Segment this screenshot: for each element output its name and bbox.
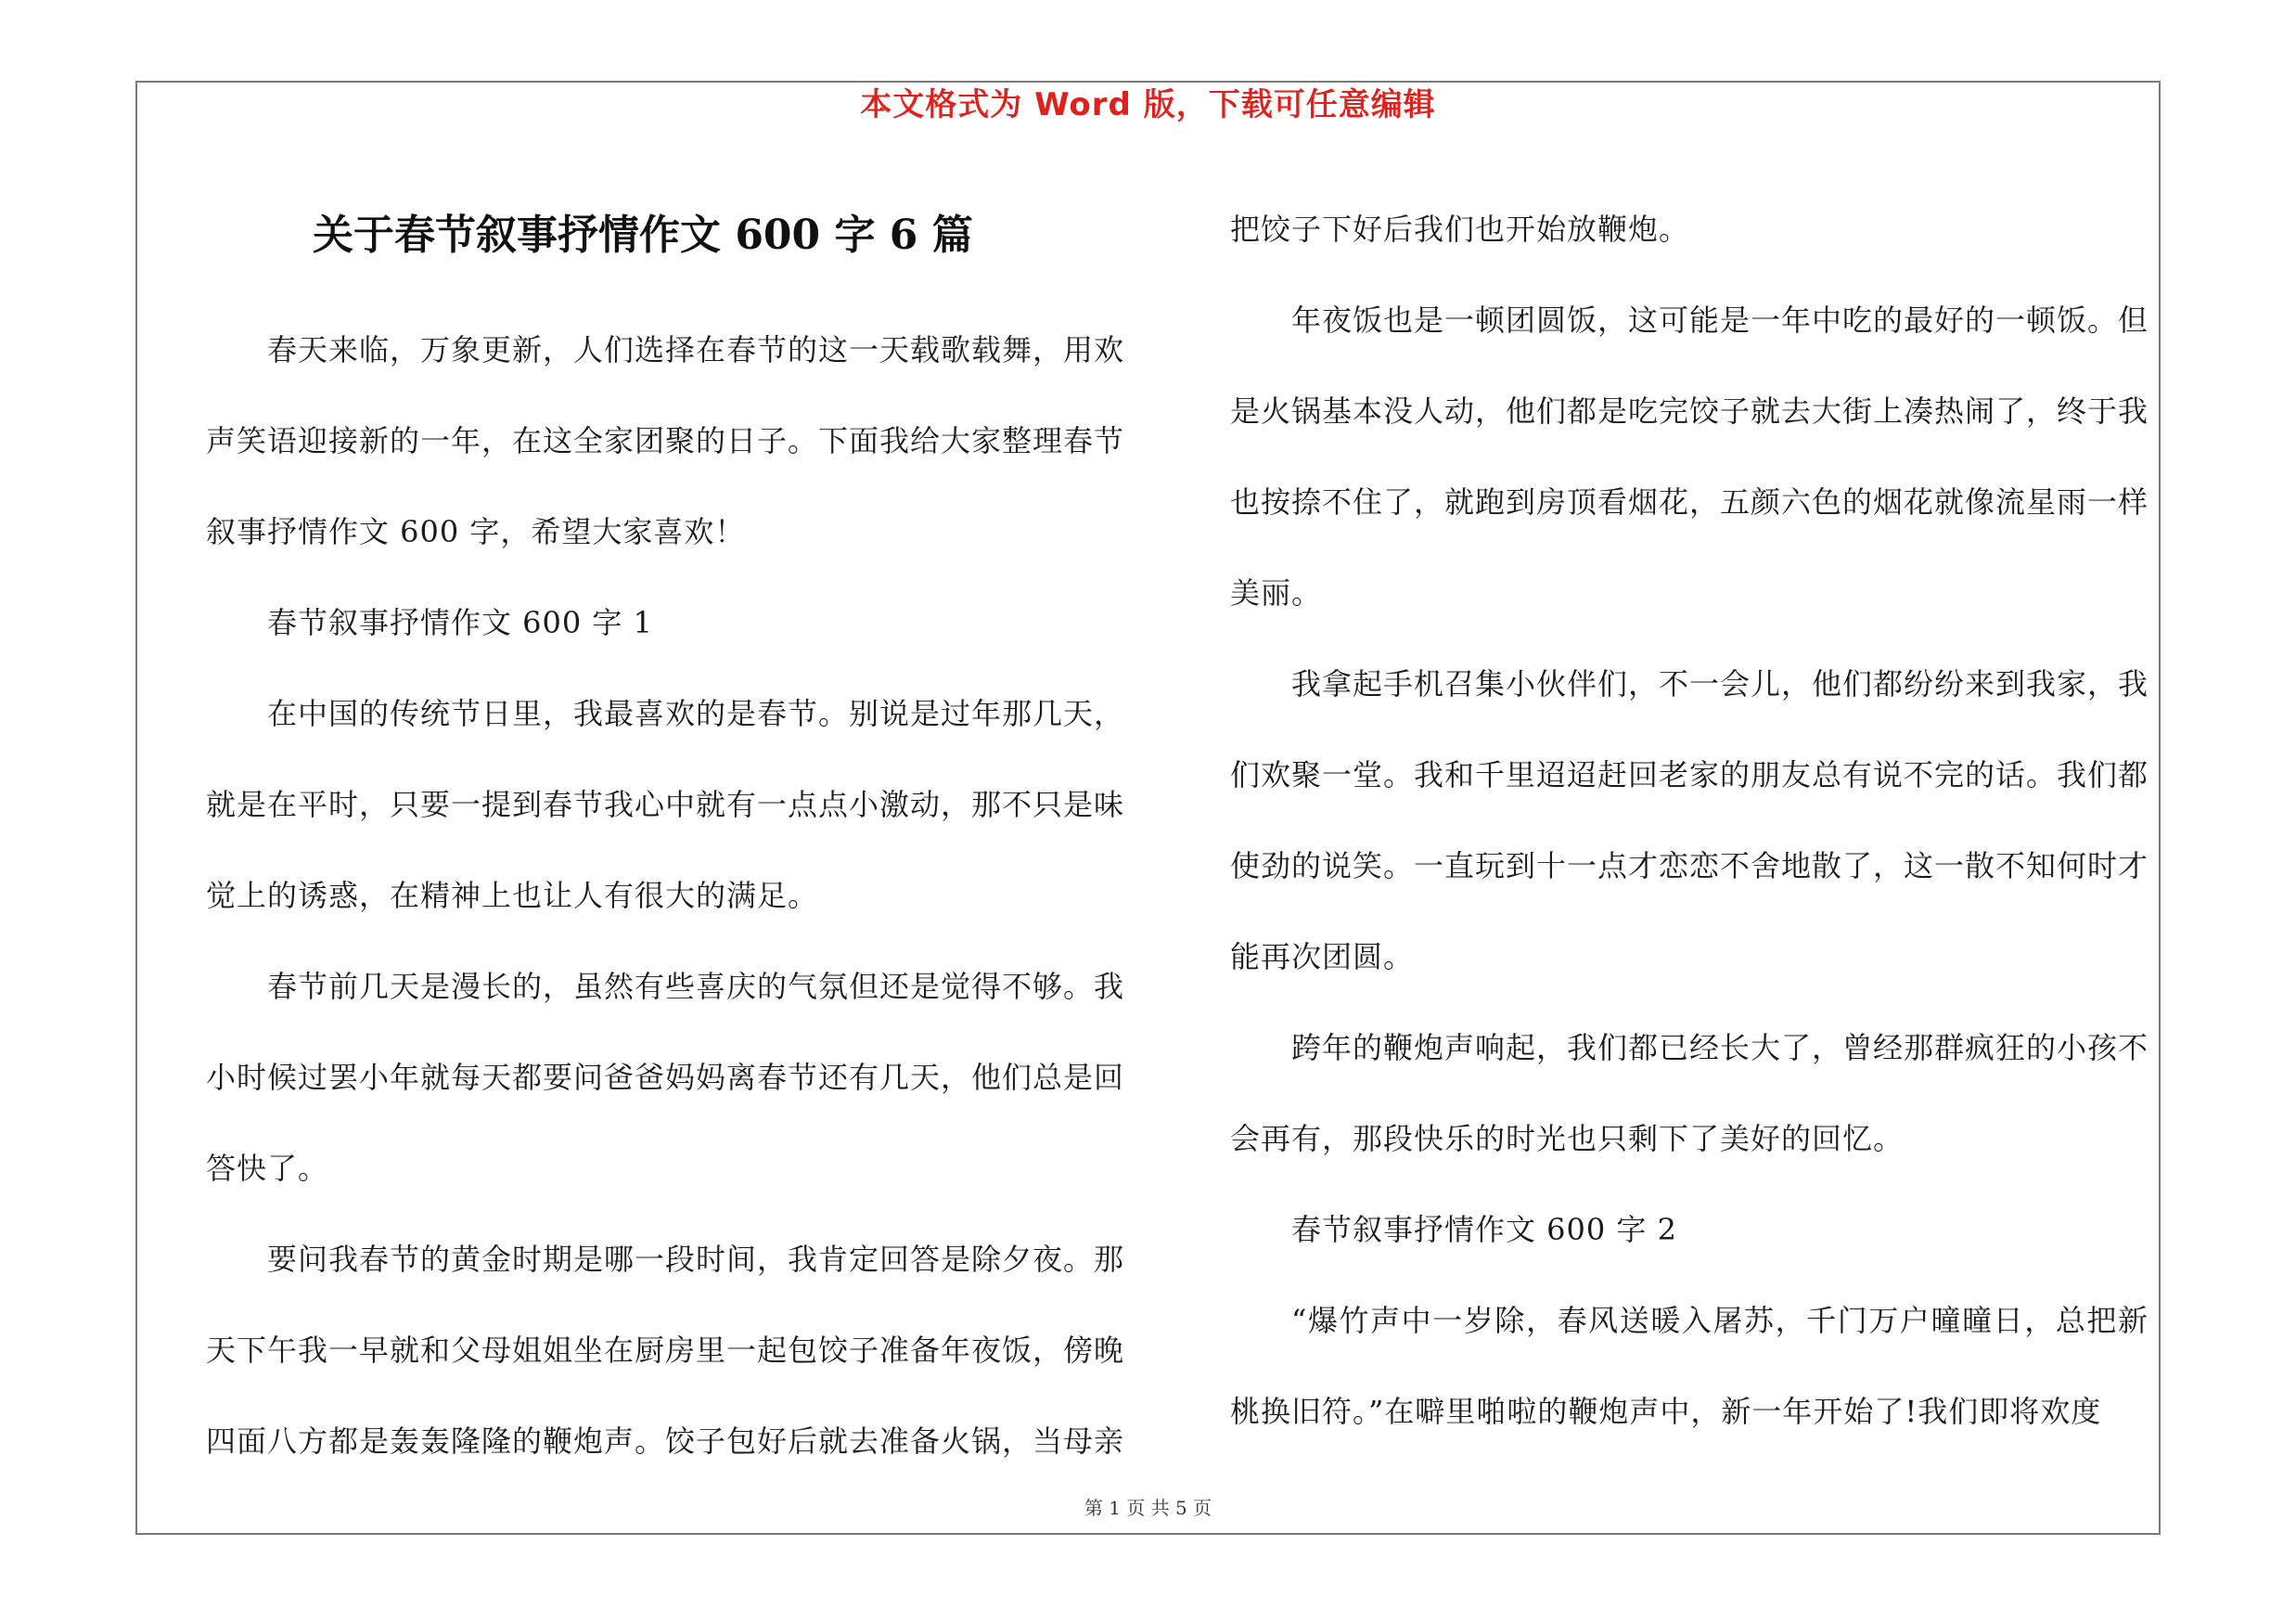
paragraph: 把饺子下好后我们也开始放鞭炮。 [1230,212,1690,247]
paragraph: 春天来临，万象更新，人们选择在春节的这一天载歌载舞，用欢声笑语迎接新的一年，在这全家团聚的日子。下面我给大家整理春节叙事抒情作文 600 字，希望大家喜欢！ [206,332,1125,549]
right-column [1230,184,2148,1457]
paragraph: “爆竹声中一岁除，春风送暖入屠苏，千门万户曈曈日，总把新桃换旧符。”在噼里啪啦的鞭炮声中，新一年开始了!我们即将欢度 [1230,1303,2148,1429]
paragraph: 跨年的鞭炮声响起，我们都已经长大了，曾经那群疯狂的小孩不会再有，那段快乐的时光也只剩下了美好的回忆。 [1230,1030,2149,1156]
left-column-body [206,304,1124,1487]
right-column-body [1230,184,2148,1457]
paragraph: 年夜饭也是一顿团圆饭，这可能是一年中吃的最好的一顿饭。但是火锅基本没人动，他们都是吃完饺子就去大街上凑热闹了，终于我也按捺不住了，就跑到房顶看烟花，五颜六色的烟花就像流星雨一样美丽。 [1230,303,2149,611]
left-column [206,167,1124,1487]
paragraph: 要问我春节的黄金时期是哪一段时间，我肯定回答是除夕夜。那天下午我一早就和父母姐姐坐在厨房里一起包饺子准备年夜饭，傍晚四面八方都是轰轰隆隆的鞭炮声。饺子包好后就去准备火锅，当母亲 [206,1242,1125,1459]
paragraph: 我拿起手机召集小伙伴们，不一会儿，他们都纷纷来到我家，我们欢聚一堂。我和千里迢迢赶回老家的朋友总有说不完的话。我们都使劲的说笑。一直玩到十一点才恋恋不舍地散了，这一散不知何时才能再次团圆。 [1230,666,2149,974]
paragraph: 春节叙事抒情作文 600 字 1 [267,605,653,640]
format-banner: 本文格式为 Word 版，下载可任意编辑 [860,86,1436,123]
paragraph: 在中国的传统节日里，我最喜欢的是春节。别说是过年那几天，就是在平时，只要一提到春节我心中就有一点点小激动，那不只是味觉上的诱惑，在精神上也让人有很大的满足。 [206,696,1125,913]
page-footer: 第 1 页 共 5 页 [1084,1497,1212,1519]
paragraph: 春节前几天是漫长的，虽然有些喜庆的气氛但还是觉得不够。我小时候过罢小年就每天都要问爸爸妈妈离春节还有几天，他们总是回答快了。 [206,969,1125,1186]
paragraph: 春节叙事抒情作文 600 字 2 [1291,1212,1677,1247]
document-title: 关于春节叙事抒情作文 600 字 6 篇 [313,212,973,259]
